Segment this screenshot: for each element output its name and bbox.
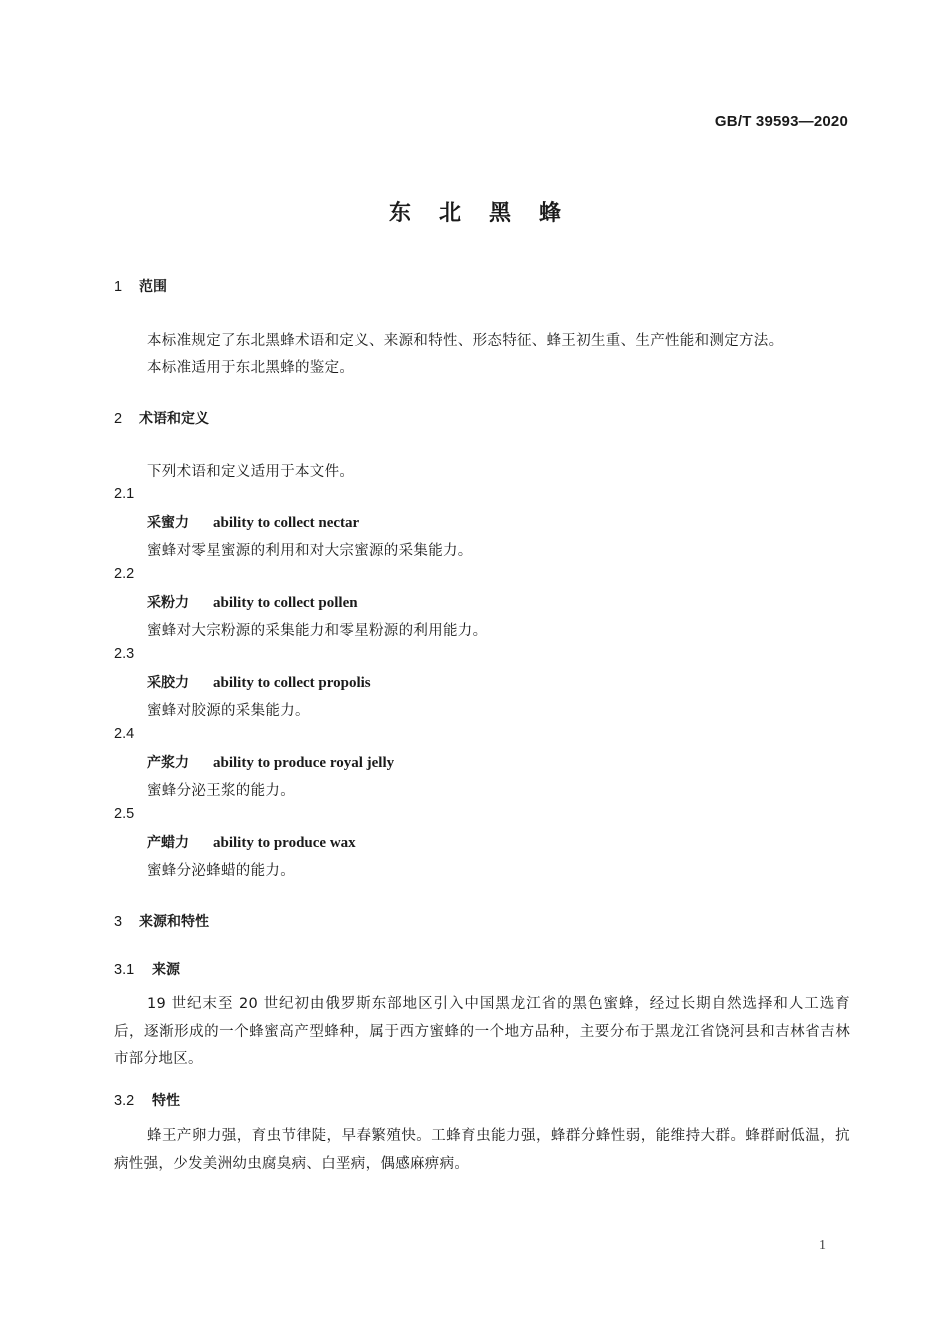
paragraph: 本标准适用于东北黑蜂的鉴定。 [147,360,355,376]
section-number: 3 [114,914,123,930]
title-char: 北 [438,201,461,226]
term-en: ability to collect propolis [213,675,371,691]
subsection-3-1-heading [114,959,180,979]
subsection-title: 来源 [152,962,180,978]
term-definition: 蜜蜂分泌王浆的能力。 [147,783,295,799]
term-zh: 产蜡力 [147,835,189,851]
term-zh: 产浆力 [147,755,189,771]
term-definition: 蜜蜂对零星蜜源的利用和对大宗蜜源的采集能力。 [147,543,473,559]
term-definition: 蜜蜂分泌蜂蜡的能力。 [147,863,295,879]
term-number: 2.3 [114,646,135,662]
section-title: 范围 [139,279,167,295]
term-definition: 蜜蜂对大宗粉源的采集能力和零星粉源的利用能力。 [147,623,488,639]
page-number: 1 [819,1238,826,1253]
subsection-number: 3.1 [114,962,135,978]
term-entry [147,672,371,692]
term-zh: 采蜜力 [147,515,189,531]
term-number: 2.4 [114,726,135,742]
term-definition: 蜜蜂对胶源的采集能力。 [147,703,310,719]
section-title: 来源和特性 [139,914,209,930]
subsection-3-2-heading [114,1090,180,1110]
term-entry [147,832,356,852]
term-zh: 采粉力 [147,595,189,611]
term-number: 2.2 [114,566,135,582]
subsection-number: 3.2 [114,1093,135,1109]
section-title: 术语和定义 [139,411,209,427]
section-1-heading [114,276,167,296]
section-number: 2 [114,411,123,427]
standard-number: GB/T 39593—2020 [714,113,848,130]
paragraph: 下列术语和定义适用于本文件。 [147,464,355,480]
title-char: 黑 [489,201,512,226]
paragraph: 蜂王产卵力强，育虫节律陡，早春繁殖快。工蜂育虫能力强，蜂群分蜂性弱，能维持大群。蜂群耐低温，抗病性强，少发美洲幼虫腐臭病、白垩病，偶感麻痹病。 [114,1128,850,1172]
term-number: 2.1 [114,486,135,502]
section-3-heading [114,911,209,931]
document-title [0,196,950,227]
term-en: ability to produce royal jelly [213,755,395,771]
term-en: ability to collect nectar [213,515,360,531]
term-number: 2.5 [114,806,135,822]
section-2-heading [114,408,209,428]
section-number: 1 [114,279,123,295]
term-entry [147,592,358,612]
paragraph: 本标准规定了东北黑蜂术语和定义、来源和特性、形态特征、蜂王初生重、生产性能和测定方法。 [147,333,784,349]
term-zh: 采胶力 [147,675,189,691]
term-en: ability to produce wax [213,835,356,851]
term-en: ability to collect pollen [213,595,358,611]
term-entry [147,752,394,772]
subsection-title: 特性 [152,1093,180,1109]
paragraph: 19 世纪末至 20 世纪初由俄罗斯东部地区引入中国黑龙江省的黑色蜜蜂，经过长期自然选择和人工选育后，逐渐形成的一个蜂蜜高产型蜂种，属于西方蜜蜂的一个地方品种，主要分布于黑龙江省饶河县和吉林省吉林市部分地区。 [114,996,850,1067]
title-char: 东 [388,201,411,226]
title-char: 蜂 [539,201,562,226]
term-entry [147,512,359,532]
